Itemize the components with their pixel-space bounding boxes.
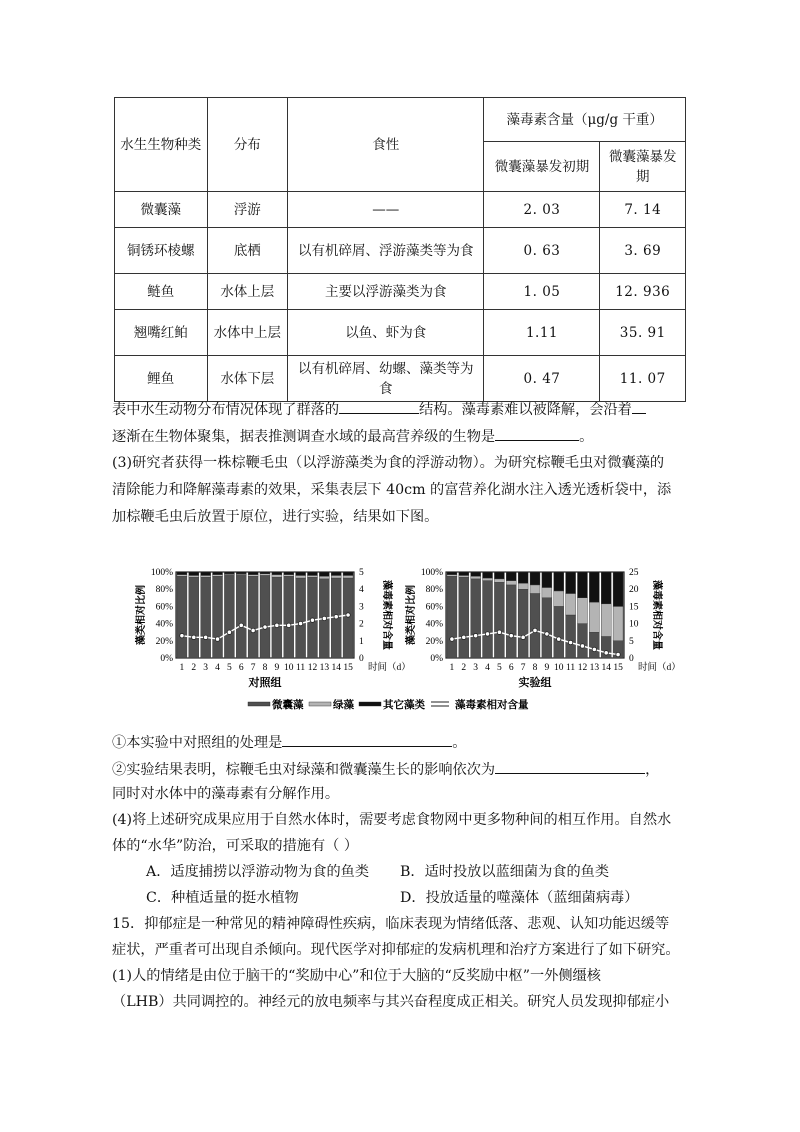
bar-segment — [506, 585, 516, 658]
toxin-point — [568, 640, 572, 644]
x-axis-label: 时间（d） — [638, 663, 681, 673]
option-c[interactable]: C．种植适量的挺水植物 — [146, 890, 299, 906]
bar-segment — [307, 572, 317, 575]
option-d[interactable]: D．投放适量的噬藻体（蓝细菌病毒） — [400, 890, 639, 906]
y2-tick-label: 3 — [359, 602, 364, 613]
toxin-point — [215, 637, 219, 641]
bar-segment — [201, 572, 211, 575]
y2-tick-label: 5 — [359, 568, 364, 578]
paragraph-line — [112, 759, 659, 780]
y2-tick-label: 15 — [629, 602, 639, 613]
bar-segment — [447, 575, 457, 577]
bar-segment — [201, 577, 211, 658]
bar-segment — [542, 598, 552, 658]
bar-segment — [189, 575, 199, 577]
bar-segment — [601, 604, 611, 637]
bar-segment — [589, 572, 599, 602]
x-tick-label: 11 — [296, 663, 306, 673]
bar-segment — [471, 572, 481, 576]
text-segment: ， — [645, 762, 660, 778]
bar-segment — [554, 591, 564, 606]
bar-segment — [613, 572, 623, 606]
bar-segment — [530, 594, 540, 659]
bar-segment — [319, 576, 329, 579]
paragraph-line: 体的“水华”防治，可采取的措施有（ ） — [112, 838, 359, 854]
x-tick-label: 12 — [307, 663, 318, 673]
cell-peak: 7. 14 — [600, 192, 686, 228]
y-tick-label: 100% — [150, 568, 173, 578]
text-segment: 逐渐在生物体聚集，据表推测调查水域的最高营养级的生物是 — [112, 429, 496, 445]
bar-segment — [601, 572, 611, 604]
cell-peak: 3. 69 — [600, 228, 686, 274]
toxin-point — [580, 644, 584, 648]
x-tick-label: 9 — [274, 663, 280, 673]
x-tick-label: 1 — [449, 663, 455, 673]
bar-segment — [296, 578, 306, 658]
toxin-point — [485, 632, 489, 636]
paragraph-line: 15．抑郁症是一种常见的精神障碍性疾病，临床表现为情绪低落、悲观、认知功能迟缓等 — [112, 916, 670, 932]
toxin-point — [251, 628, 255, 632]
y2-tick-label: 25 — [629, 568, 639, 578]
x-tick-label: 10 — [283, 663, 294, 673]
y-tick-label: 0% — [430, 654, 443, 664]
cell-diet: 以鱼、虾为食 — [288, 310, 484, 356]
y2-tick-label: 10 — [629, 619, 639, 630]
cell-species: 微囊藻 — [115, 192, 208, 228]
y-tick-label: 20% — [155, 636, 173, 647]
cell-diet: 以有机碎屑、幼螺、藻类等为食 — [288, 356, 484, 402]
y-tick-label: 20% — [425, 636, 443, 647]
y2-axis-label: 藻毒素相对含量 — [381, 580, 392, 650]
cell-distribution: 水体上层 — [207, 274, 287, 310]
cell-early: 2. 03 — [484, 192, 600, 228]
bar-segment — [248, 572, 258, 575]
bar-segment — [189, 577, 199, 658]
x-tick-label: 1 — [179, 663, 185, 673]
toxin-point — [227, 630, 231, 634]
text-segment: 结构。藻毒素难以被降解，会沿着 — [419, 402, 632, 418]
x-tick-label: 8 — [262, 663, 268, 673]
bar-segment — [566, 572, 576, 594]
bar-segment — [577, 598, 587, 624]
bar-segment — [260, 572, 270, 574]
bar-segment — [589, 602, 599, 632]
bar-segment — [248, 576, 258, 658]
text-segment: ②实验结果表明，棕鞭毛虫对绿藻和微囊藻生长的影响依次为 — [112, 762, 496, 778]
y-tick-label: 80% — [155, 585, 173, 596]
cell-distribution: 水体下层 — [207, 356, 287, 402]
bar-segment — [213, 575, 223, 577]
toxin-point — [346, 613, 350, 617]
cell-early: 0. 47 — [484, 356, 600, 402]
x-tick-label: 13 — [589, 663, 600, 673]
y-tick-label: 60% — [425, 602, 443, 613]
bar-segment — [248, 575, 258, 577]
answer-blank[interactable] — [495, 759, 645, 774]
toxin-point — [497, 630, 501, 634]
bar-segment — [494, 572, 504, 579]
bar-segment — [272, 577, 282, 658]
y-tick-label: 40% — [155, 619, 173, 630]
toxin-point — [275, 623, 279, 627]
cell-peak: 12. 936 — [600, 274, 686, 310]
x-tick-label: 2 — [461, 663, 467, 673]
bar-segment — [566, 594, 576, 616]
answer-blank[interactable] — [495, 426, 579, 441]
cell-species: 鲤鱼 — [115, 356, 208, 402]
legend-swatch — [248, 702, 270, 706]
x-tick-label: 8 — [532, 663, 538, 673]
bar-segment — [459, 577, 469, 658]
answer-blank[interactable] — [282, 732, 452, 747]
chart-figure — [128, 552, 688, 732]
header-species: 水生生物种类 — [115, 98, 208, 192]
header-early: 微囊藻暴发初期 — [484, 142, 600, 192]
y2-tick-label: 20 — [629, 585, 639, 596]
bar-segment — [224, 575, 234, 658]
answer-blank[interactable] — [632, 399, 646, 414]
toxin-point — [592, 647, 596, 651]
bar-segment — [177, 572, 187, 575]
x-tick-label: 14 — [601, 663, 611, 673]
cell-early: 0. 63 — [484, 228, 600, 274]
toxin-point — [322, 616, 326, 620]
option-a[interactable]: A．适度捕捞以浮游动物为食的鱼类 — [146, 864, 370, 880]
x-tick-label: 11 — [566, 663, 576, 673]
bar-segment — [506, 572, 516, 581]
x-tick-label: 7 — [250, 663, 256, 673]
bar-segment — [613, 606, 623, 640]
toxin-point — [545, 632, 549, 636]
bar-segment — [343, 572, 353, 575]
legend-label: 其它藻类 — [383, 699, 425, 711]
legend-swatch — [309, 702, 331, 706]
cell-peak: 11. 07 — [600, 356, 686, 402]
chart-title: 实验组 — [518, 676, 552, 689]
y-tick-label: 100% — [420, 568, 443, 578]
x-tick-label: 5 — [497, 663, 502, 673]
paragraph-line: 同时对水体中的藻毒素有分解作用。 — [112, 786, 340, 802]
answer-blank[interactable] — [339, 399, 419, 414]
cell-species: 铜锈环棱螺 — [115, 228, 208, 274]
bar-segment — [307, 575, 317, 577]
bar-segment — [260, 574, 270, 576]
paragraph-line — [112, 399, 646, 420]
x-tick-label: 5 — [227, 663, 232, 673]
cell-early: 1. 05 — [484, 274, 600, 310]
bar-segment — [554, 606, 564, 658]
toxin-point — [334, 615, 338, 619]
x-tick-label: 3 — [473, 663, 479, 673]
y-tick-label: 0% — [160, 654, 173, 664]
toxin-point — [462, 635, 466, 639]
x-tick-label: 14 — [331, 663, 341, 673]
bar-segment — [471, 576, 481, 579]
paragraph-line: （LHB）共同调控的。神经元的放电频率与其兴奋程度成正相关。研究人员发现抑郁症小 — [112, 994, 670, 1010]
bar-segment — [236, 575, 246, 658]
bar-segment — [177, 575, 187, 577]
x-tick-label: 9 — [544, 663, 550, 673]
cell-diet: 以有机碎屑、浮游藻类等为食 — [288, 228, 484, 274]
paragraph-line: 清除能力和降解藻毒素的效果，采集表层下 40cm 的富营养化湖水注入透光透析袋中，添 — [112, 482, 672, 498]
bar-segment — [577, 624, 587, 658]
bar-segment — [331, 575, 341, 578]
header-distribution: 分布 — [207, 98, 287, 192]
x-tick-label: 12 — [577, 663, 588, 673]
bar-segment — [518, 572, 528, 583]
bar-segment — [483, 572, 493, 578]
bar-segment — [447, 572, 457, 575]
bar-segment — [224, 572, 234, 574]
toxin-point — [310, 618, 314, 622]
header-diet: 食性 — [288, 98, 484, 192]
toxin-point — [239, 623, 243, 627]
y-tick-label: 80% — [425, 585, 443, 596]
x-tick-label: 6 — [508, 663, 514, 673]
bar-segment — [189, 572, 199, 575]
bar-segment — [542, 572, 552, 587]
x-tick-label: 15 — [613, 663, 623, 673]
bar-segment — [272, 572, 282, 575]
bar-segment — [554, 572, 564, 591]
y-tick-label: 40% — [425, 619, 443, 630]
x-tick-label: 10 — [553, 663, 564, 673]
text-segment: 表中水生动物分布情况体现了群落的 — [112, 402, 340, 418]
bar-segment — [260, 575, 270, 658]
x-tick-label: 4 — [485, 663, 490, 673]
toxin-point — [192, 635, 196, 639]
toxin-point — [616, 652, 620, 656]
bar-segment — [518, 583, 528, 589]
x-tick-label: 7 — [520, 663, 526, 673]
cell-species: 翘嘴红鲌 — [115, 310, 208, 356]
y2-axis-label: 藻毒素相对含量 — [651, 580, 662, 650]
bar-segment — [471, 579, 481, 658]
paragraph-line — [112, 426, 593, 447]
bar-segment — [447, 576, 457, 658]
bar-segment — [331, 572, 341, 575]
cell-distribution: 底栖 — [207, 228, 287, 274]
paragraph-line: 加棕鞭毛虫后放置于原位，进行实验，结果如下图。 — [112, 509, 439, 525]
legend-label: 藻毒素相对含量 — [455, 699, 529, 711]
text-segment: 。 — [452, 735, 467, 751]
text-segment: ①本实验中对照组的处理是 — [112, 735, 283, 751]
x-axis-label: 时间（d） — [368, 663, 411, 673]
x-tick-label: 4 — [215, 663, 220, 673]
bar-segment — [494, 579, 504, 582]
bar-segment — [201, 575, 211, 577]
bar-segment — [272, 575, 282, 578]
y2-tick-label: 5 — [629, 636, 634, 647]
bar-segment — [319, 572, 329, 576]
bar-segment — [530, 572, 540, 585]
paragraph-line — [112, 732, 466, 753]
y-axis-label: 藻类相对比例 — [406, 585, 417, 645]
legend-swatch — [359, 702, 381, 706]
cell-diet: —— — [288, 192, 484, 228]
paragraph-line: (3)研究者获得一株棕鞭毛虫（以浮游藻类为食的浮游动物）。为研究棕鞭毛虫对微囊藻的 — [112, 455, 665, 471]
x-tick-label: 15 — [343, 663, 353, 673]
bar-segment — [542, 587, 552, 597]
toxin-point — [533, 628, 537, 632]
y2-tick-label: 2 — [359, 619, 364, 630]
bar-segment — [459, 575, 469, 577]
toxin-point — [287, 623, 291, 627]
x-tick-label: 2 — [191, 663, 197, 673]
cell-distribution: 浮游 — [207, 192, 287, 228]
chart-title: 对照组 — [248, 676, 282, 689]
bar-segment — [296, 575, 306, 578]
cell-distribution: 水体中上层 — [207, 310, 287, 356]
cell-early: 1.11 — [484, 310, 600, 356]
header-toxin: 藻毒素含量（μg/g 干重） — [484, 98, 686, 142]
bar-segment — [518, 589, 528, 658]
toxin-point — [298, 621, 302, 625]
y2-tick-label: 1 — [359, 636, 364, 647]
y2-tick-label: 4 — [359, 585, 364, 596]
bar-segment — [343, 578, 353, 658]
y-axis-label: 藻类相对比例 — [136, 585, 147, 645]
toxin-point — [473, 633, 477, 637]
bar-segment — [483, 578, 493, 581]
text-segment: 。 — [579, 429, 594, 445]
x-tick-label: 3 — [203, 663, 209, 673]
bar-segment — [589, 632, 599, 658]
bar-segment — [296, 572, 306, 575]
bar-segment — [284, 576, 294, 658]
bar-segment — [530, 585, 540, 594]
y2-tick-label: 0 — [359, 654, 364, 664]
bar-segment — [236, 572, 246, 574]
bar-segment — [483, 581, 493, 658]
cell-peak: 35. 91 — [600, 310, 686, 356]
toxin-point — [509, 633, 513, 637]
cell-species: 鲢鱼 — [115, 274, 208, 310]
x-tick-label: 13 — [319, 663, 330, 673]
option-b[interactable]: B．适时投放以蓝细菌为食的鱼类 — [400, 864, 610, 880]
paragraph-line: (1)人的情绪是由位于脑干的“奖励中心”和位于大脑的“反奖励中枢”一外侧缰核 — [112, 968, 601, 984]
bar-segment — [284, 572, 294, 575]
y-tick-label: 60% — [155, 602, 173, 613]
toxin-point — [180, 633, 184, 637]
bar-segment — [566, 615, 576, 658]
cell-diet: 主要以浮游藻类为食 — [288, 274, 484, 310]
bar-segment — [494, 582, 504, 658]
toxin-point — [263, 625, 267, 629]
paragraph-line: 症状，严重者可出现自杀倾向。现代医学对抑郁症的发病机理和治疗方案进行了如下研究。 — [112, 942, 680, 958]
bar-segment — [284, 575, 294, 577]
bar-segment — [459, 572, 469, 575]
toxin-point — [557, 637, 561, 641]
toxin-point — [450, 637, 454, 641]
bar-segment — [506, 581, 516, 585]
y2-tick-label: 0 — [629, 654, 634, 664]
toxin-point — [604, 651, 608, 655]
paragraph-line: (4)将上述研究成果应用于自然水体时，需要考虑食物网中更多物种间的相互作用。自然水 — [112, 812, 672, 828]
toxin-point — [521, 635, 525, 639]
legend-label: 绿藻 — [333, 699, 354, 711]
bar-segment — [213, 572, 223, 575]
toxin-table — [114, 97, 686, 402]
bar-segment — [177, 576, 187, 658]
legend-label: 微囊藻 — [272, 699, 304, 711]
header-peak: 微囊藻暴发期 — [600, 142, 686, 192]
bar-segment — [577, 572, 587, 598]
bar-segment — [343, 575, 353, 578]
chart-svg — [128, 552, 688, 732]
toxin-point — [203, 635, 207, 639]
x-tick-label: 6 — [238, 663, 244, 673]
bar-segment — [213, 576, 223, 658]
